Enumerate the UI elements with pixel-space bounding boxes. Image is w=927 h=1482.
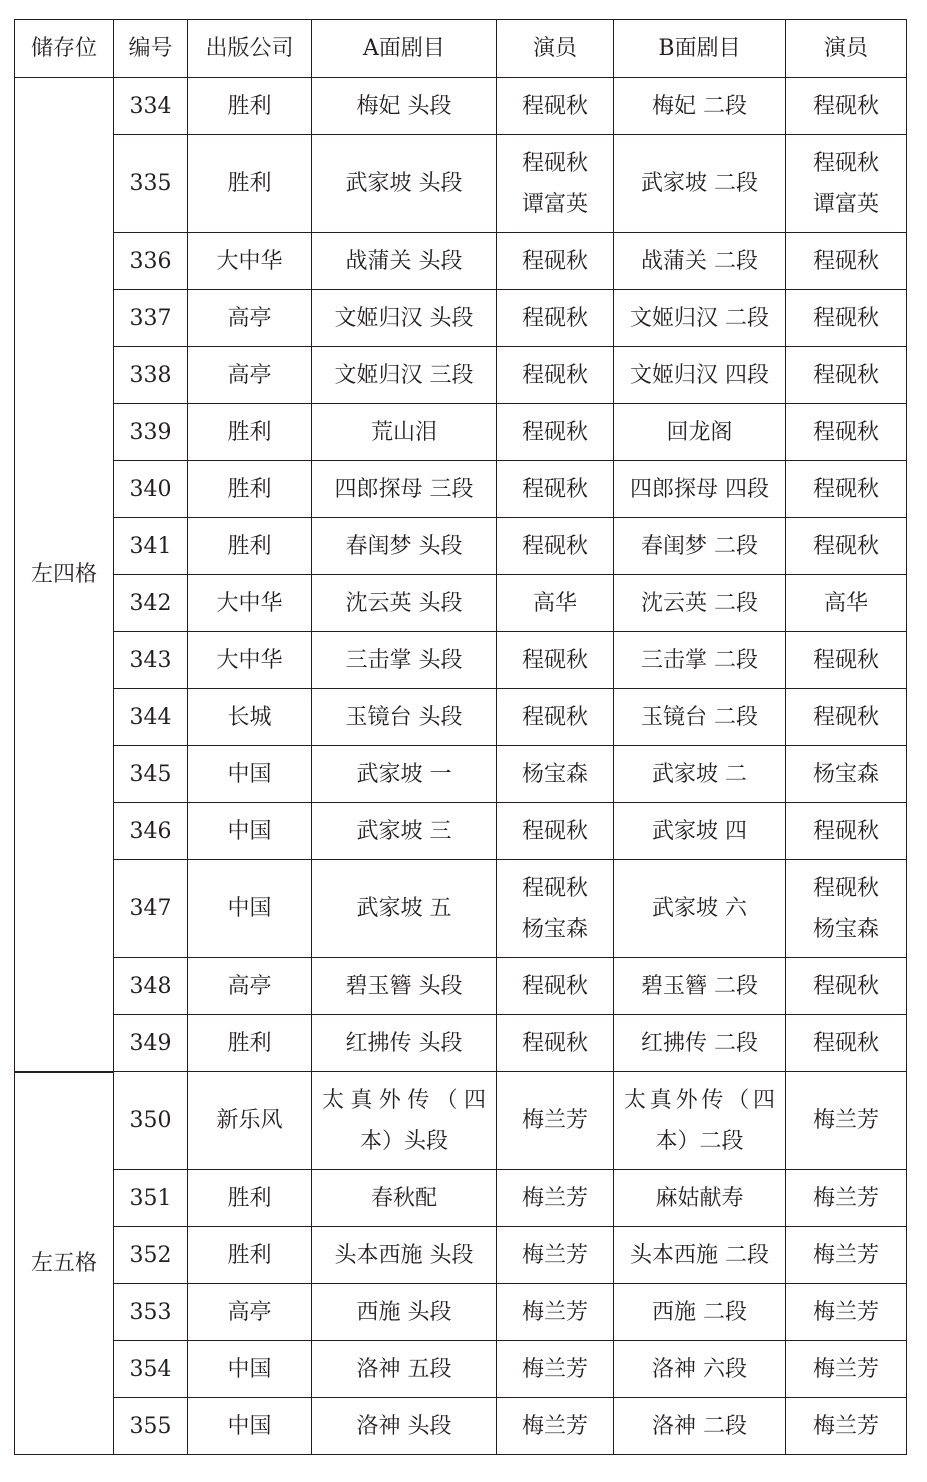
actor-name: 梅兰芳 xyxy=(521,1356,588,1382)
record-number-cell: 339 xyxy=(114,404,188,461)
company-cell: 胜利 xyxy=(188,518,312,575)
a-side-actors-cell xyxy=(497,746,614,803)
a-side-actors-cell xyxy=(497,1072,614,1170)
actor-name: 程砚秋 xyxy=(812,1030,879,1056)
table-row xyxy=(15,860,907,958)
b-side-actors-cell xyxy=(786,746,907,803)
actor-name: 程砚秋 xyxy=(812,419,879,445)
actor-name: 程砚秋 xyxy=(812,476,879,502)
actor-name: 程砚秋 xyxy=(812,362,879,388)
storage-location-cell: 左五格 xyxy=(15,1072,114,1455)
a-side-title-cell: 荒山泪 xyxy=(312,404,497,461)
record-number-cell: 349 xyxy=(114,1015,188,1072)
table-row xyxy=(15,233,907,290)
a-side-actors-cell xyxy=(497,233,614,290)
a-side-title-cell: 玉镜台 头段 xyxy=(312,689,497,746)
a-side-actors-cell xyxy=(497,689,614,746)
a-side-actors-cell xyxy=(497,135,614,233)
table-row xyxy=(15,1227,907,1284)
record-number-cell: 354 xyxy=(114,1341,188,1398)
table-row xyxy=(15,1015,907,1072)
b-side-actors-cell xyxy=(786,1398,907,1455)
a-side-actors-cell xyxy=(497,1284,614,1341)
b-side-title-cell: 洛神 二段 xyxy=(614,1398,786,1455)
a-side-actors-cell xyxy=(497,860,614,958)
b-side-title-cell: 四郎探母 四段 xyxy=(614,461,786,518)
record-number-cell: 336 xyxy=(114,233,188,290)
b-side-title-cell: 武家坡 四 xyxy=(614,803,786,860)
actor-name: 梅兰芳 xyxy=(812,1108,879,1133)
actor-name: 程砚秋 xyxy=(812,150,879,176)
actor-name: 谭富英 xyxy=(812,191,879,217)
a-side-title-cell: 文姬归汉 三段 xyxy=(312,347,497,404)
actor-name: 杨宝森 xyxy=(812,761,879,787)
table-row xyxy=(15,1398,907,1455)
a-side-title-cell: 武家坡 头段 xyxy=(312,135,497,233)
b-side-actors-cell xyxy=(786,632,907,689)
a-side-actors-cell xyxy=(497,803,614,860)
actor-name: 梅兰芳 xyxy=(812,1299,879,1325)
b-side-actors-cell xyxy=(786,135,907,233)
company-cell: 大中华 xyxy=(188,575,312,632)
record-number-cell: 351 xyxy=(114,1170,188,1227)
b-side-actors-cell xyxy=(786,1170,907,1227)
a-side-actors-cell xyxy=(497,1015,614,1072)
table-row xyxy=(15,575,907,632)
storage-location-cell: 左四格 xyxy=(15,78,114,1072)
actor-name: 梅兰芳 xyxy=(521,1185,588,1211)
b-side-actors-cell xyxy=(786,803,907,860)
a-side-title-cell: 太真外传（四本）头段 xyxy=(312,1072,497,1170)
company-cell: 大中华 xyxy=(188,632,312,689)
a-side-title-cell: 春秋配 xyxy=(312,1170,497,1227)
a-side-actors-cell xyxy=(497,290,614,347)
actor-name: 梅兰芳 xyxy=(812,1413,879,1439)
a-side-actors-cell xyxy=(497,1227,614,1284)
a-side-actors-cell xyxy=(497,1341,614,1398)
a-side-title-cell: 梅妃 头段 xyxy=(312,78,497,135)
record-number-cell: 344 xyxy=(114,689,188,746)
record-number-cell: 350 xyxy=(114,1072,188,1170)
a-side-actors-cell xyxy=(497,575,614,632)
actor-name: 程砚秋 xyxy=(812,704,879,730)
a-side-title-cell: 武家坡 三 xyxy=(312,803,497,860)
record-number-cell: 343 xyxy=(114,632,188,689)
company-cell: 大中华 xyxy=(188,233,312,290)
b-side-title-cell: 梅妃 二段 xyxy=(614,78,786,135)
actor-name: 程砚秋 xyxy=(521,973,588,999)
record-number-cell: 348 xyxy=(114,958,188,1015)
b-side-title-cell: 红拂传 二段 xyxy=(614,1015,786,1072)
table-row xyxy=(15,1341,907,1398)
actor-name: 程砚秋 xyxy=(812,647,879,673)
record-number-cell: 341 xyxy=(114,518,188,575)
company-cell: 胜利 xyxy=(188,78,312,135)
header-location: 储存位 xyxy=(15,20,114,78)
b-side-title-cell: 武家坡 六 xyxy=(614,860,786,958)
table-row xyxy=(15,689,907,746)
a-side-actors-cell xyxy=(497,404,614,461)
company-cell: 中国 xyxy=(188,746,312,803)
a-side-title-cell: 四郎探母 三段 xyxy=(312,461,497,518)
b-side-actors-cell xyxy=(786,1072,907,1170)
b-side-title-cell: 头本西施 二段 xyxy=(614,1227,786,1284)
table-row xyxy=(15,347,907,404)
record-number-cell: 345 xyxy=(114,746,188,803)
record-number-cell: 346 xyxy=(114,803,188,860)
record-number-cell: 337 xyxy=(114,290,188,347)
company-cell: 胜利 xyxy=(188,1015,312,1072)
company-cell: 中国 xyxy=(188,803,312,860)
b-side-title-cell: 洛神 六段 xyxy=(614,1341,786,1398)
b-side-actors-cell xyxy=(786,689,907,746)
a-side-title-cell: 沈云英 头段 xyxy=(312,575,497,632)
b-side-actors-cell xyxy=(786,290,907,347)
table-row xyxy=(15,1284,907,1341)
a-side-title-cell: 红拂传 头段 xyxy=(312,1015,497,1072)
b-side-actors-cell xyxy=(786,958,907,1015)
b-side-actors-cell xyxy=(786,233,907,290)
b-side-actors-cell xyxy=(786,1341,907,1398)
actor-name: 梅兰芳 xyxy=(521,1108,588,1133)
b-side-title-cell: 战蒲关 二段 xyxy=(614,233,786,290)
company-cell: 新乐风 xyxy=(188,1072,312,1170)
company-cell: 胜利 xyxy=(188,1170,312,1227)
actor-name: 程砚秋 xyxy=(521,1030,588,1056)
actor-name: 程砚秋 xyxy=(521,647,588,673)
b-side-title-cell: 春闺梦 二段 xyxy=(614,518,786,575)
actor-name: 梅兰芳 xyxy=(812,1242,879,1268)
actor-name: 高华 xyxy=(823,590,868,616)
b-side-title-cell: 武家坡 二 xyxy=(614,746,786,803)
b-side-title-cell: 麻姑献寿 xyxy=(614,1170,786,1227)
b-side-title-cell: 三击掌 二段 xyxy=(614,632,786,689)
actor-name: 程砚秋 xyxy=(521,305,588,331)
actor-name: 程砚秋 xyxy=(812,533,879,559)
a-side-title-cell: 西施 头段 xyxy=(312,1284,497,1341)
table-row xyxy=(15,461,907,518)
actor-name: 梅兰芳 xyxy=(812,1356,879,1382)
record-number-cell: 338 xyxy=(114,347,188,404)
actor-name: 杨宝森 xyxy=(521,916,588,942)
a-side-title-cell: 三击掌 头段 xyxy=(312,632,497,689)
a-side-actors-cell xyxy=(497,347,614,404)
b-side-title-cell: 西施 二段 xyxy=(614,1284,786,1341)
actor-name: 程砚秋 xyxy=(521,704,588,730)
actor-name: 程砚秋 xyxy=(521,150,588,176)
record-inventory-table xyxy=(14,19,907,1455)
a-side-title-cell: 武家坡 五 xyxy=(312,860,497,958)
b-side-title-cell: 太真外传（四本）二段 xyxy=(614,1072,786,1170)
header-b-side-actors: 演员 xyxy=(786,20,907,78)
header-a-side-actors: 演员 xyxy=(497,20,614,78)
b-side-title-cell: 回龙阁 xyxy=(614,404,786,461)
actor-name: 程砚秋 xyxy=(812,305,879,331)
b-side-actors-cell xyxy=(786,575,907,632)
a-side-actors-cell xyxy=(497,461,614,518)
actor-name: 梅兰芳 xyxy=(521,1242,588,1268)
table-row xyxy=(15,632,907,689)
company-cell: 高亭 xyxy=(188,958,312,1015)
b-side-actors-cell xyxy=(786,78,907,135)
table-row xyxy=(15,135,907,233)
b-side-actors-cell xyxy=(786,1015,907,1072)
b-side-actors-cell xyxy=(786,347,907,404)
b-side-actors-cell xyxy=(786,404,907,461)
header-company: 出版公司 xyxy=(188,20,312,78)
record-number-cell: 347 xyxy=(114,860,188,958)
actor-name: 程砚秋 xyxy=(521,476,588,502)
table-row xyxy=(15,803,907,860)
a-side-title-cell: 春闺梦 头段 xyxy=(312,518,497,575)
company-cell: 中国 xyxy=(188,860,312,958)
a-side-actors-cell xyxy=(497,78,614,135)
actor-name: 程砚秋 xyxy=(812,248,879,274)
record-number-cell: 353 xyxy=(114,1284,188,1341)
table-row xyxy=(15,1170,907,1227)
a-side-title-cell: 洛神 头段 xyxy=(312,1398,497,1455)
actor-name: 杨宝森 xyxy=(812,916,879,942)
b-side-actors-cell xyxy=(786,860,907,958)
b-side-actors-cell xyxy=(786,518,907,575)
header-b-side-title: B面剧目 xyxy=(614,20,786,78)
a-side-actors-cell xyxy=(497,958,614,1015)
a-side-actors-cell xyxy=(497,1170,614,1227)
actor-name: 程砚秋 xyxy=(521,533,588,559)
table-row xyxy=(15,958,907,1015)
table-row xyxy=(15,78,907,135)
actor-name: 程砚秋 xyxy=(521,248,588,274)
a-side-actors-cell xyxy=(497,632,614,689)
actor-name: 程砚秋 xyxy=(521,362,588,388)
header-row xyxy=(15,20,907,78)
company-cell: 高亭 xyxy=(188,347,312,404)
b-side-actors-cell xyxy=(786,1284,907,1341)
company-cell: 高亭 xyxy=(188,290,312,347)
company-cell: 中国 xyxy=(188,1341,312,1398)
a-side-actors-cell xyxy=(497,518,614,575)
b-side-actors-cell xyxy=(786,1227,907,1284)
actor-name: 谭富英 xyxy=(521,191,588,217)
actor-name: 程砚秋 xyxy=(812,973,879,999)
b-side-title-cell: 武家坡 二段 xyxy=(614,135,786,233)
actor-name: 程砚秋 xyxy=(521,419,588,445)
actor-name: 梅兰芳 xyxy=(521,1413,588,1439)
actor-name: 程砚秋 xyxy=(521,93,588,119)
a-side-title-cell: 头本西施 头段 xyxy=(312,1227,497,1284)
a-side-title-cell: 武家坡 一 xyxy=(312,746,497,803)
table-row xyxy=(15,404,907,461)
table-row xyxy=(15,518,907,575)
actor-name: 梅兰芳 xyxy=(521,1299,588,1325)
actor-name: 程砚秋 xyxy=(521,875,588,901)
company-cell: 胜利 xyxy=(188,1227,312,1284)
record-number-cell: 335 xyxy=(114,135,188,233)
record-number-cell: 340 xyxy=(114,461,188,518)
company-cell: 胜利 xyxy=(188,461,312,518)
record-number-cell: 342 xyxy=(114,575,188,632)
actor-name: 程砚秋 xyxy=(812,93,879,119)
header-number: 编号 xyxy=(114,20,188,78)
record-number-cell: 334 xyxy=(114,78,188,135)
actor-name: 程砚秋 xyxy=(521,818,588,844)
b-side-title-cell: 文姬归汉 二段 xyxy=(614,290,786,347)
table-body xyxy=(15,78,907,1455)
a-side-title-cell: 洛神 五段 xyxy=(312,1341,497,1398)
company-cell: 胜利 xyxy=(188,135,312,233)
actor-name: 程砚秋 xyxy=(812,818,879,844)
a-side-title-cell: 战蒲关 头段 xyxy=(312,233,497,290)
a-side-title-cell: 碧玉簪 头段 xyxy=(312,958,497,1015)
company-cell: 长城 xyxy=(188,689,312,746)
b-side-title-cell: 玉镜台 二段 xyxy=(614,689,786,746)
header-a-side-title: A面剧目 xyxy=(312,20,497,78)
record-number-cell: 352 xyxy=(114,1227,188,1284)
b-side-actors-cell xyxy=(786,461,907,518)
company-cell: 胜利 xyxy=(188,404,312,461)
company-cell: 中国 xyxy=(188,1398,312,1455)
a-side-actors-cell xyxy=(497,1398,614,1455)
table-row xyxy=(15,1072,907,1170)
table-row xyxy=(15,290,907,347)
table-row xyxy=(15,746,907,803)
actor-name: 杨宝森 xyxy=(521,761,588,787)
record-table-container xyxy=(14,19,906,1455)
a-side-title-cell: 文姬归汉 头段 xyxy=(312,290,497,347)
record-number-cell: 355 xyxy=(114,1398,188,1455)
b-side-title-cell: 文姬归汉 四段 xyxy=(614,347,786,404)
actor-name: 高华 xyxy=(532,590,577,616)
actor-name: 梅兰芳 xyxy=(812,1185,879,1211)
company-cell: 高亭 xyxy=(188,1284,312,1341)
actor-name: 程砚秋 xyxy=(812,875,879,901)
b-side-title-cell: 沈云英 二段 xyxy=(614,575,786,632)
b-side-title-cell: 碧玉簪 二段 xyxy=(614,958,786,1015)
